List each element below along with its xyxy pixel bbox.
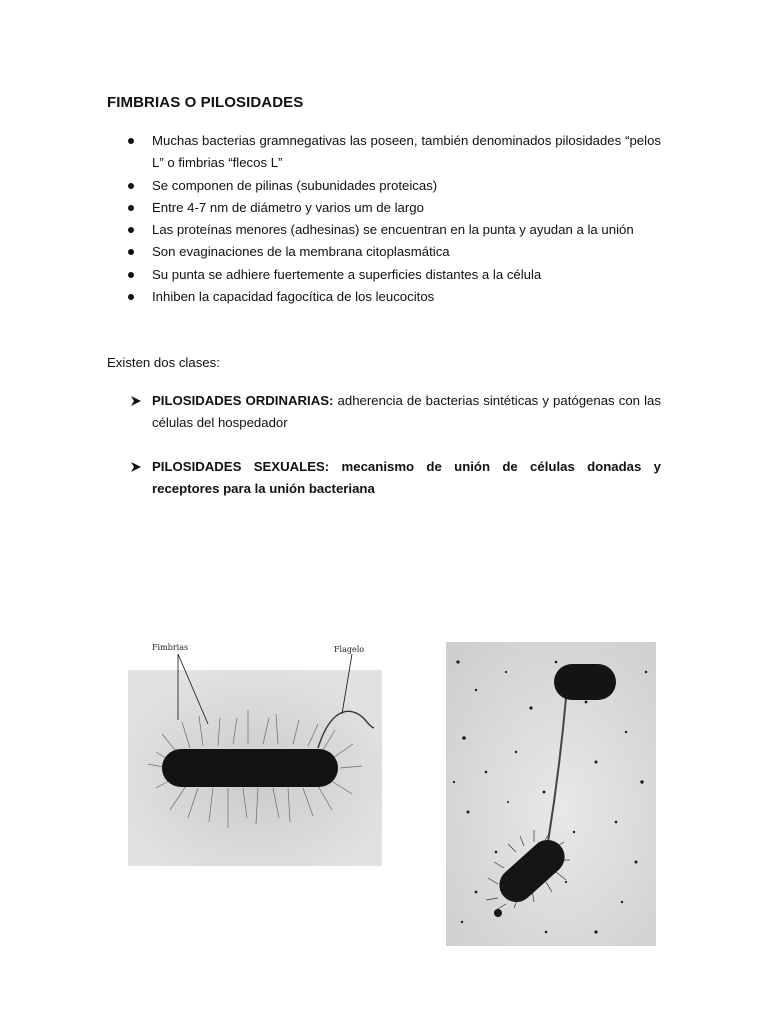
arrow-bullet-icon xyxy=(130,461,142,473)
class-ordinarias xyxy=(128,390,661,435)
bacterium-fimbriae-figure xyxy=(128,636,382,866)
features-list xyxy=(128,130,661,308)
list-item-text: Muchas bacterias gramnegativas las poseen, también denominados pilosidades “pelos L” o fimbrias “flecos L” xyxy=(152,133,661,171)
bullet-dot-icon xyxy=(128,138,134,144)
class-label: PILOSIDADES SEXUALES: xyxy=(152,459,330,474)
bullet-dot-icon xyxy=(128,249,134,255)
flagelo-label: Flagelo xyxy=(334,645,365,654)
class-description: adherencia de bacterias sintéticas y patógenas con las células del hospedador xyxy=(152,393,661,431)
list-item-text: Las proteínas menores (adhesinas) se encuentran en la punta y ayudan a la unión xyxy=(152,222,634,238)
bullet-dot-icon xyxy=(128,294,134,300)
bacterial-conjugation-figure xyxy=(446,642,656,946)
bullet-dot-icon xyxy=(128,272,134,278)
list-item xyxy=(128,175,661,197)
list-item xyxy=(128,286,661,308)
arrow-bullet-icon xyxy=(130,395,142,407)
bullet-dot-icon xyxy=(128,183,134,189)
page-title: FIMBRIAS O PILOSIDADES xyxy=(107,94,304,111)
fimbrias-label: Fimbrias xyxy=(152,643,189,652)
list-item-text: Su punta se adhiere fuertemente a superficies distantes a la célula xyxy=(152,266,542,282)
class-sexuales xyxy=(128,456,661,501)
list-item xyxy=(128,241,661,263)
list-item xyxy=(128,264,661,286)
bullet-dot-icon xyxy=(128,227,134,233)
bullet-dot-icon xyxy=(128,205,134,211)
list-item-text: Se componen de pilinas (subunidades proteicas) xyxy=(152,177,438,193)
list-item-text: Inhiben la capacidad fagocítica de los leucocitos xyxy=(152,289,435,305)
classes-intro: Existen dos clases: xyxy=(107,355,220,370)
list-item-text: Son evaginaciones de la membrana citoplasmática xyxy=(152,244,450,260)
class-label: PILOSIDADES ORDINARIAS: xyxy=(152,393,334,408)
list-item xyxy=(128,219,661,241)
list-item-text: Entre 4-7 nm de diámetro y varios um de largo xyxy=(152,199,424,215)
class-description: mecanismo de unión de células donadas y receptores para la unión bacteriana xyxy=(152,459,661,497)
list-item xyxy=(128,130,661,175)
list-item xyxy=(128,197,661,219)
